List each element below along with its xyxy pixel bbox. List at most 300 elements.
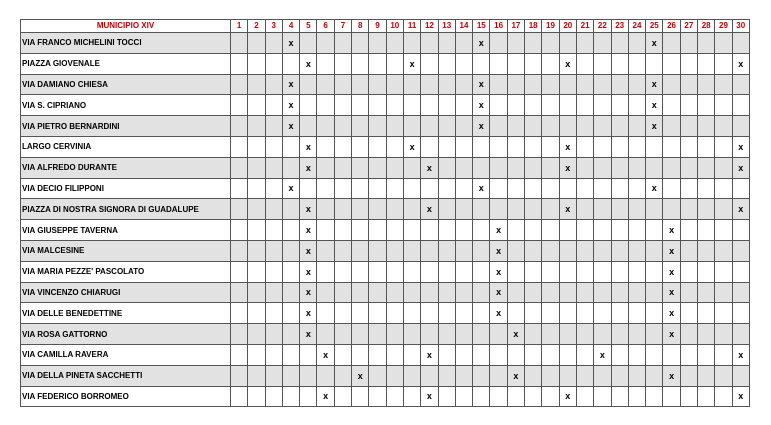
day-cell bbox=[594, 282, 611, 303]
day-cell bbox=[715, 386, 732, 407]
day-cell bbox=[473, 282, 490, 303]
day-cell bbox=[352, 136, 369, 157]
day-cell bbox=[525, 365, 542, 386]
day-cell bbox=[352, 220, 369, 241]
day-cell bbox=[282, 261, 299, 282]
day-cell bbox=[628, 365, 645, 386]
day-cell bbox=[334, 53, 351, 74]
street-name: VIA ROSA GATTORNO bbox=[21, 324, 231, 345]
day-cell bbox=[594, 74, 611, 95]
day-cell bbox=[386, 365, 403, 386]
day-header: 13 bbox=[438, 20, 455, 33]
day-cell bbox=[663, 199, 680, 220]
day-mark: x bbox=[282, 95, 299, 116]
day-mark: x bbox=[732, 344, 749, 365]
day-cell bbox=[663, 178, 680, 199]
day-cell bbox=[282, 220, 299, 241]
day-cell bbox=[317, 53, 334, 74]
day-cell bbox=[525, 33, 542, 54]
day-mark: x bbox=[732, 199, 749, 220]
day-cell bbox=[317, 116, 334, 137]
day-cell bbox=[628, 178, 645, 199]
street-name: VIA DELLE BENEDETTINE bbox=[21, 303, 231, 324]
day-cell bbox=[282, 240, 299, 261]
day-cell bbox=[507, 53, 524, 74]
day-cell bbox=[300, 386, 317, 407]
day-cell bbox=[507, 157, 524, 178]
day-cell bbox=[369, 386, 386, 407]
day-cell bbox=[628, 74, 645, 95]
day-cell bbox=[455, 261, 472, 282]
day-cell bbox=[594, 33, 611, 54]
day-cell bbox=[248, 178, 265, 199]
day-cell bbox=[421, 136, 438, 157]
day-cell bbox=[525, 282, 542, 303]
day-cell bbox=[732, 178, 749, 199]
day-cell bbox=[542, 74, 559, 95]
day-cell bbox=[507, 116, 524, 137]
day-cell bbox=[698, 240, 715, 261]
day-cell bbox=[507, 136, 524, 157]
day-cell bbox=[248, 220, 265, 241]
day-cell bbox=[542, 136, 559, 157]
day-mark: x bbox=[317, 386, 334, 407]
day-cell bbox=[386, 199, 403, 220]
day-cell bbox=[628, 386, 645, 407]
day-cell bbox=[421, 261, 438, 282]
day-cell bbox=[317, 220, 334, 241]
day-cell bbox=[628, 199, 645, 220]
day-cell bbox=[611, 365, 628, 386]
day-mark: x bbox=[403, 53, 420, 74]
day-cell bbox=[715, 199, 732, 220]
day-cell bbox=[369, 240, 386, 261]
day-header: 1 bbox=[231, 20, 248, 33]
day-header: 17 bbox=[507, 20, 524, 33]
day-cell bbox=[265, 116, 282, 137]
day-cell bbox=[369, 157, 386, 178]
day-cell bbox=[473, 261, 490, 282]
day-cell bbox=[231, 178, 248, 199]
street-name: VIA VINCENZO CHIARUGI bbox=[21, 282, 231, 303]
day-mark: x bbox=[507, 324, 524, 345]
day-cell bbox=[403, 220, 420, 241]
day-mark: x bbox=[473, 95, 490, 116]
day-cell bbox=[576, 178, 593, 199]
day-mark: x bbox=[663, 365, 680, 386]
day-cell bbox=[369, 178, 386, 199]
day-cell bbox=[438, 261, 455, 282]
day-mark: x bbox=[490, 261, 507, 282]
day-cell bbox=[300, 116, 317, 137]
day-cell bbox=[248, 282, 265, 303]
day-mark: x bbox=[300, 303, 317, 324]
day-cell bbox=[231, 199, 248, 220]
day-cell bbox=[455, 33, 472, 54]
day-mark: x bbox=[663, 261, 680, 282]
street-name: VIA MALCESINE bbox=[21, 240, 231, 261]
day-mark: x bbox=[300, 240, 317, 261]
table-row bbox=[21, 33, 750, 54]
day-mark: x bbox=[663, 282, 680, 303]
day-cell bbox=[438, 324, 455, 345]
day-cell bbox=[680, 220, 697, 241]
day-cell bbox=[369, 136, 386, 157]
day-cell bbox=[248, 33, 265, 54]
day-cell bbox=[455, 282, 472, 303]
day-cell bbox=[438, 220, 455, 241]
day-cell bbox=[403, 116, 420, 137]
day-cell bbox=[352, 116, 369, 137]
day-cell bbox=[231, 365, 248, 386]
day-cell bbox=[352, 178, 369, 199]
day-header: 28 bbox=[698, 20, 715, 33]
day-cell bbox=[369, 282, 386, 303]
day-mark: x bbox=[507, 365, 524, 386]
day-cell bbox=[403, 157, 420, 178]
day-cell bbox=[559, 74, 576, 95]
day-cell bbox=[525, 178, 542, 199]
day-cell bbox=[265, 324, 282, 345]
day-cell bbox=[628, 303, 645, 324]
day-cell bbox=[576, 95, 593, 116]
day-cell bbox=[403, 261, 420, 282]
day-cell bbox=[646, 303, 663, 324]
day-cell bbox=[265, 178, 282, 199]
day-cell bbox=[576, 220, 593, 241]
day-cell bbox=[646, 261, 663, 282]
day-header: 26 bbox=[663, 20, 680, 33]
day-cell bbox=[507, 95, 524, 116]
day-cell bbox=[248, 74, 265, 95]
day-cell bbox=[386, 74, 403, 95]
day-cell bbox=[680, 282, 697, 303]
day-header: 10 bbox=[386, 20, 403, 33]
day-cell bbox=[559, 324, 576, 345]
day-cell bbox=[576, 344, 593, 365]
day-cell bbox=[282, 344, 299, 365]
day-cell bbox=[300, 74, 317, 95]
day-cell bbox=[646, 199, 663, 220]
day-cell bbox=[663, 53, 680, 74]
day-cell bbox=[231, 386, 248, 407]
day-cell bbox=[594, 178, 611, 199]
header-title: MUNICIPIO XIV bbox=[21, 20, 231, 33]
day-cell bbox=[438, 386, 455, 407]
street-name: PIAZZA GIOVENALE bbox=[21, 53, 231, 74]
day-header: 25 bbox=[646, 20, 663, 33]
day-cell bbox=[542, 240, 559, 261]
day-cell bbox=[403, 386, 420, 407]
day-cell bbox=[611, 261, 628, 282]
day-cell bbox=[473, 344, 490, 365]
day-mark: x bbox=[490, 220, 507, 241]
day-cell bbox=[282, 324, 299, 345]
day-cell bbox=[386, 157, 403, 178]
day-cell bbox=[611, 240, 628, 261]
day-cell bbox=[334, 344, 351, 365]
day-cell bbox=[576, 261, 593, 282]
table-row bbox=[21, 136, 750, 157]
day-cell bbox=[265, 220, 282, 241]
day-cell bbox=[576, 365, 593, 386]
day-cell bbox=[473, 157, 490, 178]
day-cell bbox=[698, 324, 715, 345]
day-cell bbox=[680, 386, 697, 407]
day-header: 5 bbox=[300, 20, 317, 33]
day-cell bbox=[455, 220, 472, 241]
day-cell bbox=[628, 33, 645, 54]
day-cell bbox=[542, 344, 559, 365]
day-cell bbox=[490, 53, 507, 74]
street-name: VIA MARIA PEZZE' PASCOLATO bbox=[21, 261, 231, 282]
day-mark: x bbox=[594, 344, 611, 365]
day-cell bbox=[698, 116, 715, 137]
day-cell bbox=[663, 344, 680, 365]
day-mark: x bbox=[732, 136, 749, 157]
day-cell bbox=[576, 116, 593, 137]
day-cell bbox=[317, 74, 334, 95]
day-cell bbox=[525, 303, 542, 324]
day-cell bbox=[611, 33, 628, 54]
day-cell bbox=[248, 303, 265, 324]
day-mark: x bbox=[300, 199, 317, 220]
day-mark: x bbox=[490, 240, 507, 261]
day-cell bbox=[594, 303, 611, 324]
day-cell bbox=[542, 220, 559, 241]
day-cell bbox=[611, 116, 628, 137]
day-cell bbox=[282, 386, 299, 407]
table-body bbox=[21, 33, 750, 407]
day-cell bbox=[576, 240, 593, 261]
day-cell bbox=[231, 53, 248, 74]
day-cell bbox=[559, 33, 576, 54]
day-cell bbox=[698, 303, 715, 324]
day-cell bbox=[594, 157, 611, 178]
day-cell bbox=[231, 95, 248, 116]
day-mark: x bbox=[300, 53, 317, 74]
day-cell bbox=[594, 240, 611, 261]
day-cell bbox=[663, 33, 680, 54]
day-cell bbox=[525, 53, 542, 74]
day-cell bbox=[646, 344, 663, 365]
day-cell bbox=[490, 136, 507, 157]
day-cell bbox=[386, 344, 403, 365]
day-cell bbox=[317, 282, 334, 303]
day-mark: x bbox=[282, 74, 299, 95]
day-header: 23 bbox=[611, 20, 628, 33]
day-cell bbox=[403, 344, 420, 365]
day-cell bbox=[698, 365, 715, 386]
day-cell bbox=[334, 95, 351, 116]
day-mark: x bbox=[282, 178, 299, 199]
day-mark: x bbox=[646, 74, 663, 95]
day-cell bbox=[715, 344, 732, 365]
day-cell bbox=[438, 282, 455, 303]
day-cell bbox=[576, 53, 593, 74]
day-cell bbox=[248, 324, 265, 345]
day-cell bbox=[611, 53, 628, 74]
street-name: VIA FEDERICO BORROMEO bbox=[21, 386, 231, 407]
day-cell bbox=[559, 178, 576, 199]
day-cell bbox=[473, 324, 490, 345]
day-cell bbox=[352, 157, 369, 178]
day-cell bbox=[663, 95, 680, 116]
day-cell bbox=[369, 95, 386, 116]
day-cell bbox=[732, 116, 749, 137]
day-cell bbox=[525, 344, 542, 365]
day-cell bbox=[525, 136, 542, 157]
day-cell bbox=[542, 303, 559, 324]
day-cell bbox=[421, 178, 438, 199]
street-name: VIA CAMILLA RAVERA bbox=[21, 344, 231, 365]
day-cell bbox=[265, 74, 282, 95]
day-cell bbox=[680, 365, 697, 386]
table-row bbox=[21, 74, 750, 95]
day-cell bbox=[317, 303, 334, 324]
day-cell bbox=[231, 116, 248, 137]
day-cell bbox=[334, 178, 351, 199]
day-cell bbox=[542, 386, 559, 407]
day-cell bbox=[698, 95, 715, 116]
day-cell bbox=[403, 324, 420, 345]
day-cell bbox=[715, 303, 732, 324]
day-cell bbox=[646, 386, 663, 407]
day-cell bbox=[421, 303, 438, 324]
day-cell bbox=[594, 116, 611, 137]
street-name: VIA DECIO FILIPPONI bbox=[21, 178, 231, 199]
day-cell bbox=[490, 386, 507, 407]
day-cell bbox=[680, 95, 697, 116]
day-cell bbox=[715, 136, 732, 157]
day-cell bbox=[352, 53, 369, 74]
day-cell bbox=[525, 386, 542, 407]
day-cell bbox=[282, 157, 299, 178]
table-row bbox=[21, 95, 750, 116]
day-cell bbox=[507, 199, 524, 220]
day-cell bbox=[317, 365, 334, 386]
day-cell bbox=[334, 303, 351, 324]
day-mark: x bbox=[300, 324, 317, 345]
day-mark: x bbox=[646, 116, 663, 137]
day-mark: x bbox=[473, 178, 490, 199]
day-cell bbox=[334, 261, 351, 282]
day-cell bbox=[317, 261, 334, 282]
day-cell bbox=[369, 74, 386, 95]
day-cell bbox=[525, 199, 542, 220]
day-cell bbox=[386, 53, 403, 74]
day-cell bbox=[559, 240, 576, 261]
day-cell bbox=[576, 136, 593, 157]
day-cell bbox=[680, 178, 697, 199]
day-cell bbox=[231, 220, 248, 241]
day-cell bbox=[317, 178, 334, 199]
day-cell bbox=[438, 136, 455, 157]
day-cell bbox=[248, 199, 265, 220]
day-cell bbox=[473, 53, 490, 74]
day-cell bbox=[334, 33, 351, 54]
day-cell bbox=[386, 324, 403, 345]
street-name: VIA GIUSEPPE TAVERNA bbox=[21, 220, 231, 241]
day-mark: x bbox=[473, 33, 490, 54]
day-header: 14 bbox=[455, 20, 472, 33]
day-cell bbox=[473, 303, 490, 324]
day-cell bbox=[576, 157, 593, 178]
day-cell bbox=[525, 324, 542, 345]
day-cell bbox=[352, 303, 369, 324]
day-cell bbox=[628, 220, 645, 241]
table-row bbox=[21, 303, 750, 324]
day-cell bbox=[611, 386, 628, 407]
day-mark: x bbox=[282, 116, 299, 137]
day-cell bbox=[542, 53, 559, 74]
day-cell bbox=[438, 199, 455, 220]
day-cell bbox=[403, 199, 420, 220]
day-cell bbox=[542, 365, 559, 386]
day-cell bbox=[490, 324, 507, 345]
day-cell bbox=[628, 344, 645, 365]
day-cell bbox=[507, 240, 524, 261]
day-cell bbox=[628, 95, 645, 116]
day-cell bbox=[265, 53, 282, 74]
day-cell bbox=[421, 116, 438, 137]
day-cell bbox=[455, 365, 472, 386]
street-name: VIA PIETRO BERNARDINI bbox=[21, 116, 231, 137]
day-cell bbox=[611, 324, 628, 345]
day-mark: x bbox=[559, 157, 576, 178]
day-cell bbox=[231, 74, 248, 95]
day-cell bbox=[265, 261, 282, 282]
day-cell bbox=[455, 324, 472, 345]
day-cell bbox=[680, 157, 697, 178]
day-cell bbox=[611, 220, 628, 241]
day-cell bbox=[403, 178, 420, 199]
day-cell bbox=[525, 261, 542, 282]
day-cell bbox=[559, 303, 576, 324]
day-mark: x bbox=[490, 303, 507, 324]
day-cell bbox=[507, 344, 524, 365]
day-header: 20 bbox=[559, 20, 576, 33]
day-cell bbox=[698, 220, 715, 241]
day-mark: x bbox=[421, 386, 438, 407]
day-cell bbox=[248, 365, 265, 386]
day-cell bbox=[438, 240, 455, 261]
day-cell bbox=[403, 74, 420, 95]
day-cell bbox=[680, 53, 697, 74]
day-cell bbox=[715, 157, 732, 178]
day-cell bbox=[455, 95, 472, 116]
day-cell bbox=[594, 386, 611, 407]
day-cell bbox=[369, 199, 386, 220]
day-cell bbox=[611, 95, 628, 116]
day-header: 6 bbox=[317, 20, 334, 33]
day-cell bbox=[628, 116, 645, 137]
day-cell bbox=[732, 324, 749, 345]
day-header: 3 bbox=[265, 20, 282, 33]
day-cell bbox=[403, 303, 420, 324]
day-cell bbox=[317, 240, 334, 261]
day-cell bbox=[334, 220, 351, 241]
day-cell bbox=[438, 53, 455, 74]
day-cell bbox=[455, 157, 472, 178]
day-cell bbox=[559, 282, 576, 303]
day-mark: x bbox=[646, 95, 663, 116]
day-cell bbox=[473, 199, 490, 220]
day-cell bbox=[386, 282, 403, 303]
day-cell bbox=[507, 386, 524, 407]
day-cell bbox=[455, 53, 472, 74]
day-mark: x bbox=[473, 116, 490, 137]
